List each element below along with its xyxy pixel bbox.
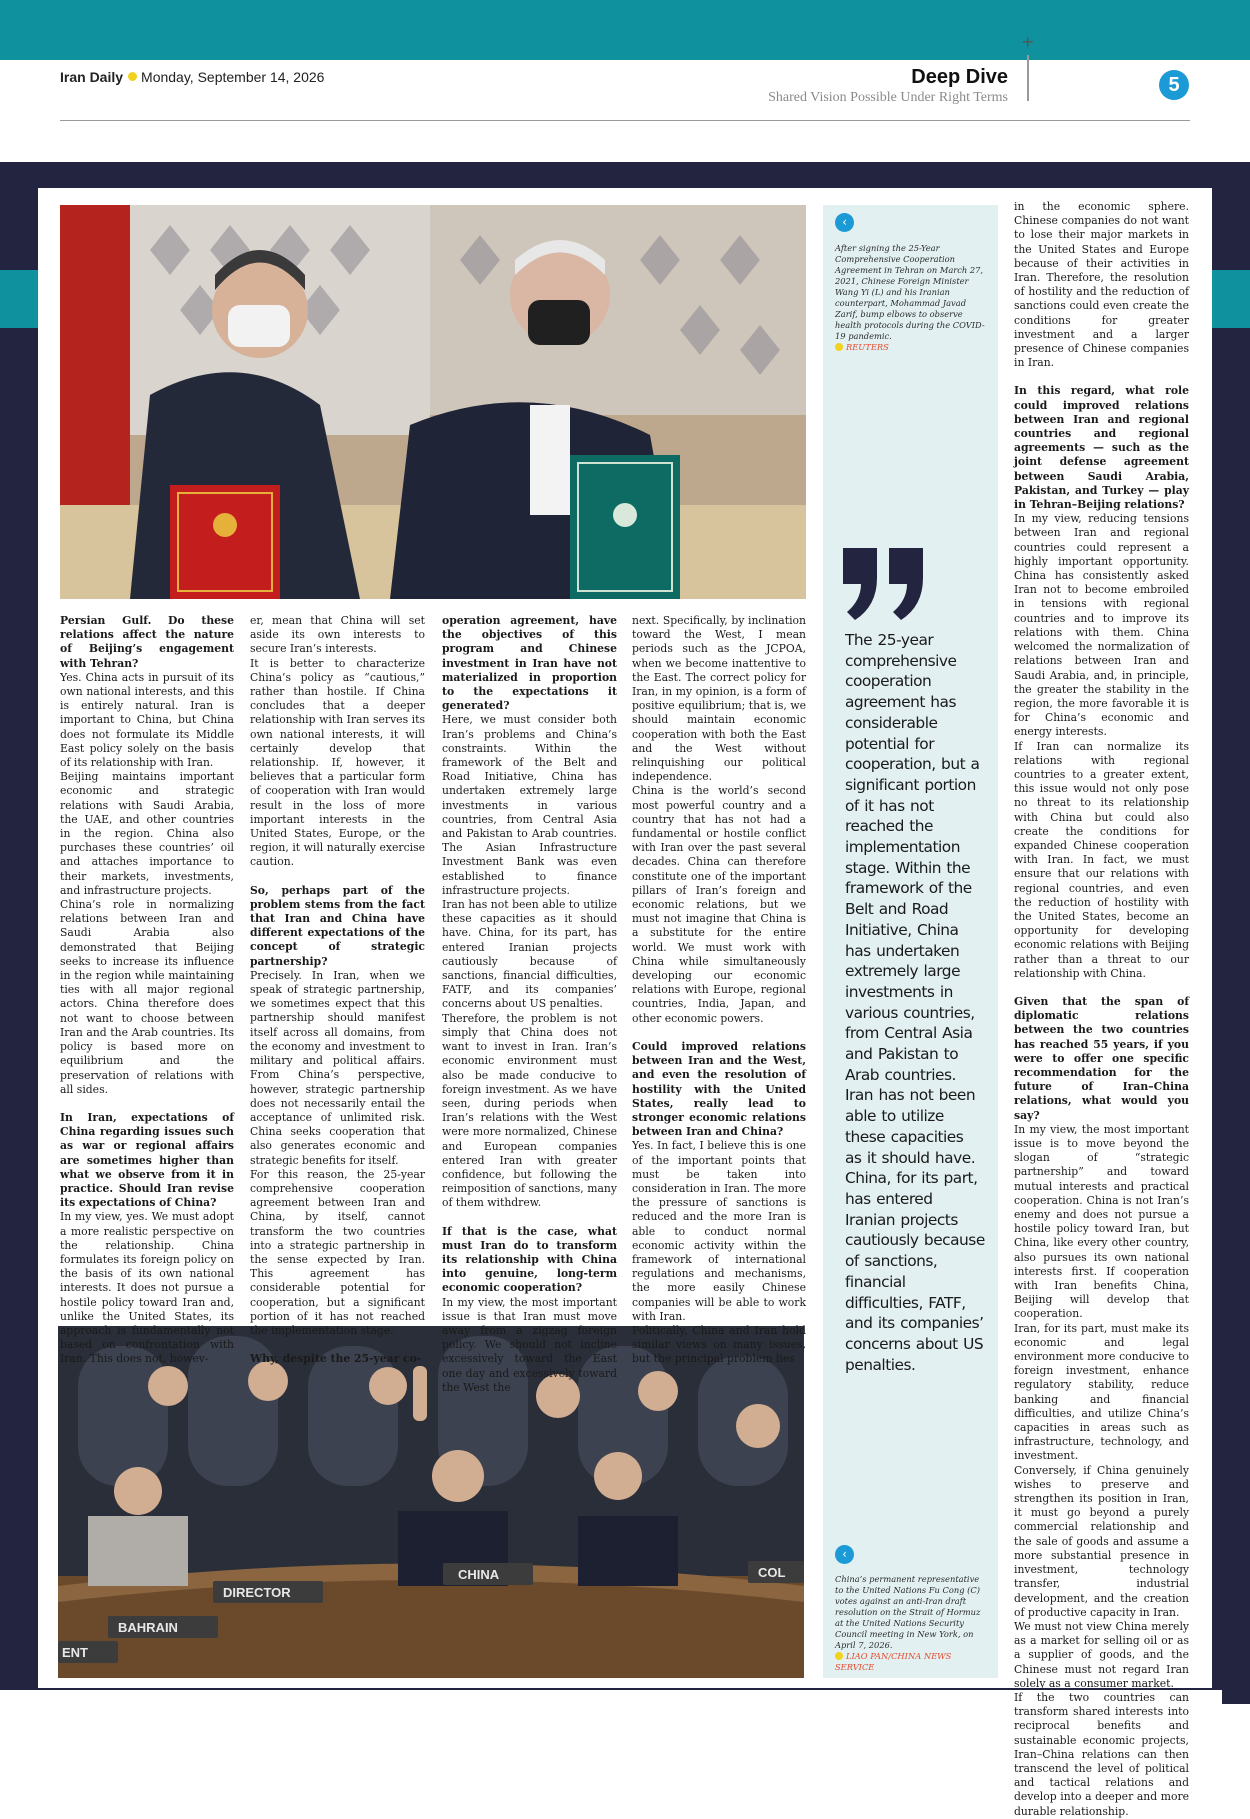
top-color-band [0, 0, 1250, 60]
header-divider [1027, 55, 1029, 101]
nameplate-col: COL [758, 1565, 786, 1580]
paper-name: Iran Daily [60, 69, 124, 85]
article-paragraph: Iran has not been able to utilize these capacities as it should have. China, for its part, has entered Iranian projects cautiously because of sanctions, financial difficulties, FATF, and its companies’ concerns about US penalties. [442, 898, 617, 1011]
article-paragraph: We must not view China merely as a market for selling oil or as a supplier of goods, and the Chinese must not regard Iran solely as a consumer market. [1014, 1619, 1189, 1690]
article-column-5 [1014, 200, 1189, 1819]
article-column-4 [632, 614, 806, 1367]
chevron-left-icon[interactable]: ‹ [835, 213, 854, 232]
teal-tab-right [1212, 270, 1250, 328]
paragraph-gap [60, 1097, 234, 1111]
nameplate-ent: ENT [62, 1645, 88, 1660]
article-paragraph: Therefore, the problem is not simply that China does not want to invest in Iran. Iran’s economic environment must also be made conducive to foreign investment. As we have seen, during periods when Iran’s relations with the West were more normalized, Chinese and European companies entered Iran with greater confidence, but following the reimposition of sanctions, many of them withdrew. [442, 1011, 617, 1210]
article-paragraph: If Iran can normalize its relations with regional countries to a greater extent, this issue would not only pose no threat to its relationship with China but could also create the conditions for expanded Chinese cooperation with Iran. In fact, we must ensure that our relations with regional countries, and even the reduction of hostility with the United States, become an opportunity for developing economic relations with Beijing rather than a threat to our relationship with China. [1014, 739, 1189, 980]
credit-bottom-text: LIAO PAN/CHINA NEWS SERVICE [835, 1651, 952, 1672]
caption-bottom [835, 1574, 987, 1673]
article-paragraph: Politically, China and Iran hold similar views on many issues, but the principal problem lies [632, 1323, 806, 1366]
pull-quote: The 25-year comprehensive cooperation agreement has considerable potential for cooperation, but a significant portion of it has not reached the implementation stage. Within the framework of the Belt and Road Initiative, China has undertaken extremely large investments in various countries, from Central Asia and Pakistan to Arab countries. Iran has not been able to utilize these capacities as it should have. China, for its part, has entered Iranian projects cautiously because of sanctions, financial difficulties, FATF, and its companies’ concerns about US penalties. [845, 631, 985, 1374]
credit-bottom [835, 1651, 987, 1673]
article-paragraph: China’s role in normalizing relations between Iran and Saudi Arabia also demonstrated that Beijing seeks to increase its influence in the region while maintaining ties with all major regional actors. China therefore does not want to choose between Iran and the Arab countries. Its policy is based more on equilibrium and the preservation of relations with all sides. [60, 898, 234, 1096]
article-paragraph: Beijing maintains important economic and strategic relations with Saudi Arabia, the UAE, and other countries in the region. China also purchases these countries’ oil and attaches importance to their markets, investments, and infrastructure projects. [60, 770, 234, 897]
article-paragraph: In my view, reducing tensions between Iran and regional countries could represent a highly important opportunity. China has consistently asked Iran not to become embroiled in tensions with regional countries and to improve its relations with them. China welcomed the normalization of relations between Iran and Saudi Arabia, and, in principle, the greater the stability in the region, the more favorable it is for China’s economic and energy interests. [1014, 512, 1189, 739]
credit-top [835, 342, 987, 353]
paragraph-gap [1014, 370, 1189, 384]
security-council-photo-illustration [58, 1323, 806, 1678]
interview-question: Could improved relations between Iran and the West, and even the resolution of hostility with the United States, really lead to stronger economic relations between Iran and China? [632, 1039, 806, 1139]
article-paragraph: Yes. China acts in pursuit of its own national interests, and this is entirely natural. Iran is important to China, but China does not formulate its Middle East policy solely on the basis of its relationship with Iran. [60, 670, 234, 770]
signing-photo-illustration [60, 205, 806, 599]
caption-top [835, 243, 987, 353]
paragraph-gap [250, 1338, 425, 1352]
interview-question: Why, despite the 25-year co- [250, 1352, 422, 1366]
interview-question: operation agreement, have the objectives of this program and Chinese investment in Iran have not materialized in proportion to the expectations it generated? [442, 614, 617, 713]
article-paragraph: If the two countries can transform shared interests into reciprocal benefits and sustainable economic projects, Iran–China relations can then transcend the level of political and tactical relations and develop into a deeper and more durable relationship. [1014, 1690, 1189, 1818]
credit-top-text: REUTERS [846, 342, 889, 352]
caption-top-text: After signing the 25-Year Comprehensive Cooperation Agreement in Tehran on March 27, 2021, Chinese Foreign Minister Wang Yi (L) and his Iranian counterpart, Mohammad Javad Zarif, bump elbows to observe health protocols during the COVID-19 pandemic. [835, 243, 985, 341]
article-paragraph: In my view, yes. We must adopt a more realistic perspective on the relationship. China formulates its foreign policy on the basis of its own national interests. It does not pursue a hostile policy toward Iran and, unlike the United States, its approach is fundamentally not based on confrontation with Iran. This does not, howev- [60, 1210, 234, 1366]
bottom-photo-security-council [58, 1323, 806, 1678]
teal-tab-left [0, 270, 38, 328]
plus-icon: + [1021, 32, 1035, 51]
page-headline: Shared Vision Possible Under Right Terms [768, 90, 1008, 105]
interview-question: In this regard, what role could improved relations between Iran and regional countries and regional agreements — such as the joint defense agreement between Saudi Arabia, Pakistan, and Turkey — play in Tehran–Beijing relations? [1014, 384, 1189, 512]
nameplate-bahrain: BAHRAIN [118, 1620, 178, 1635]
paragraph-gap [250, 870, 425, 884]
nameplate-director: DIRECTOR [223, 1585, 291, 1600]
article-paragraph: er, mean that China will set aside its own interests to secure Iran’s interests. [250, 614, 425, 656]
nameplate-china: CHINA [458, 1567, 500, 1582]
article-column-2 [250, 614, 425, 1366]
article-paragraph: in the economic sphere. Chinese companies do not want to lose their major markets in the United States and Europe because of their activities in Iran. Therefore, the resolution of hostility and the reduction of sanctions could even create the conditions for greater investment and a larger presence of Chinese companies in Iran. [1014, 200, 1189, 370]
top-photo-signing [60, 205, 806, 599]
section-title: Deep Dive [911, 66, 1008, 88]
article-paragraph: next. Specifically, by inclination toward the West, I mean periods such as the JCPOA, when we become inattentive to the East. The correct policy for Iran, in my opinion, is a form of positive equilibrium; that is, we should maintain economic cooperation with both the East and the West without relinquishing our political independence. [632, 614, 806, 784]
chevron-left-icon[interactable]: ‹ [835, 1545, 854, 1564]
header-rule [60, 120, 1190, 121]
article-paragraph: It is better to characterize China’s policy as “cautious,” rather than hostile. If China concludes that a deeper relationship with Iran serves its own national interests, it will certainly develop that relationship. If, however, it believes that a particular form of cooperation with Iran would result in the loss of more important interests in the United States, Europe, or the region, it will naturally exercise caution. [250, 656, 425, 869]
interview-question: Given that the span of diplomatic relations between the two countries has reached 55 years, if you were to offer one specific recommendation for the future of Iran–China relations, what would you say? [1014, 994, 1189, 1122]
interview-question: In Iran, expectations of China regarding issues such as war or regional affairs are sometimes higher than what we observe from it in practice. Should Iran revise its expectations of China? [60, 1110, 234, 1210]
credit-dot-icon [835, 1652, 843, 1660]
caption-bottom-text: China’s permanent representative to the United Nations Fu Cong (C) votes against an anti-Iran draft resolution on the Strait of Hormuz at the United Nations Security Council meeting in New York, on April 7, 2026. [835, 1574, 981, 1650]
article-paragraph: Precisely. In Iran, when we speak of strategic partnership, we sometimes expect that this partnership should manifest itself across all domains, from the economy and investment to military and political affairs. From China’s perspective, however, strategic partnership does not necessarily entail the acceptance of unlimited risk. China seeks cooperation that also generates economic and strategic benefits for itself. [250, 968, 425, 1167]
article-paragraph: In my view, the most important issue is that Iran must move away from a zigzag foreign policy. We should not incline excessively toward the East one day and excessively toward the West the [442, 1295, 617, 1394]
article-column-1 [60, 614, 234, 1367]
article-column-3 [442, 614, 617, 1395]
article-paragraph: Here, we must consider both Iran’s problems and China’s constraints. Within the framework of the Belt and Road Initiative, China has undertaken extremely large investments in various countries, from Central Asia and Pakistan to Arab countries. The Asian Infrastructure Investment Bank was even established to finance infrastructure projects. [442, 713, 617, 897]
article-paragraph: Conversely, if China genuinely wishes to preserve and strengthen its position in Iran, it must go beyond a purely commercial relationship and the sale of goods and assume a more substantial presence in investment, technology transfer, industrial development, and the creation of productive capacity in Iran. [1014, 1463, 1189, 1619]
article-paragraph: In my view, the most important issue is to move beyond the slogan of “strategic partnership” and toward mutual interests and practical cooperation. China is not Iran’s enemy and does not pursue a hostile policy toward Iran, but China, like every other country, also pursues its own national interests first. If cooperation with Iran benefits China, Beijing will develop that cooperation. [1014, 1122, 1189, 1321]
article-paragraph: China is the world’s second most powerful country and a country that has not had a fundamental or hostile conflict with Iran over the past several decades. China can therefore constitute one of the important pillars of Iran’s foreign and economic relations, but we must not imagine that China is a substitute for the entire world. We must work with China while simultaneously developing our economic relations with Europe, regional countries, India, Japan, and other economic powers. [632, 784, 806, 1025]
article-paragraph: For this reason, the 25-year comprehensive cooperation agreement between Iran and China, by itself, cannot transform the two countries into a strategic partnership in the sense expected by Iran. This agreement has considerable potential for cooperation, but a significant portion of it has not reached the implementation stage. [250, 1167, 425, 1337]
interview-question: Persian Gulf. Do these relations affect the nature of Beijing’s engagement with Tehran? [60, 614, 234, 670]
masthead-left [60, 69, 324, 85]
article-paragraph: Iran, for its part, must make its economic and legal environment more conducive to foreign investment, enhance regulatory stability, reduce banking and financial difficulties, and utilize China’s capacities in areas such as infrastructure, technology, and investment. [1014, 1321, 1189, 1463]
credit-dot-icon [835, 343, 843, 351]
quote-mark-icon [843, 548, 925, 624]
paragraph-gap [632, 1026, 806, 1040]
paragraph-gap [442, 1211, 617, 1225]
interview-question: So, perhaps part of the problem stems from the fact that Iran and China have different expectations of the concept of strategic partnership? [250, 883, 425, 968]
page-number-badge: 5 [1159, 70, 1189, 100]
interview-question: If that is the case, what must Iran do to transform its relationship with China into genuine, long-term economic cooperation? [442, 1224, 617, 1295]
issue-date: Monday, September 14, 2026 [141, 69, 325, 85]
yellow-dot-icon [128, 72, 137, 81]
article-paragraph: Yes. In fact, I believe this is one of the important points that must be taken into consideration in Iran. The more the pressure of sanctions is reduced and the more Iran is able to conduct normal economic activity within the framework of international regulations and mechanisms, the more easily Chinese companies will be able to work with Iran. [632, 1139, 806, 1323]
frame-notch [1222, 510, 1250, 1704]
paragraph-gap [1014, 981, 1189, 995]
